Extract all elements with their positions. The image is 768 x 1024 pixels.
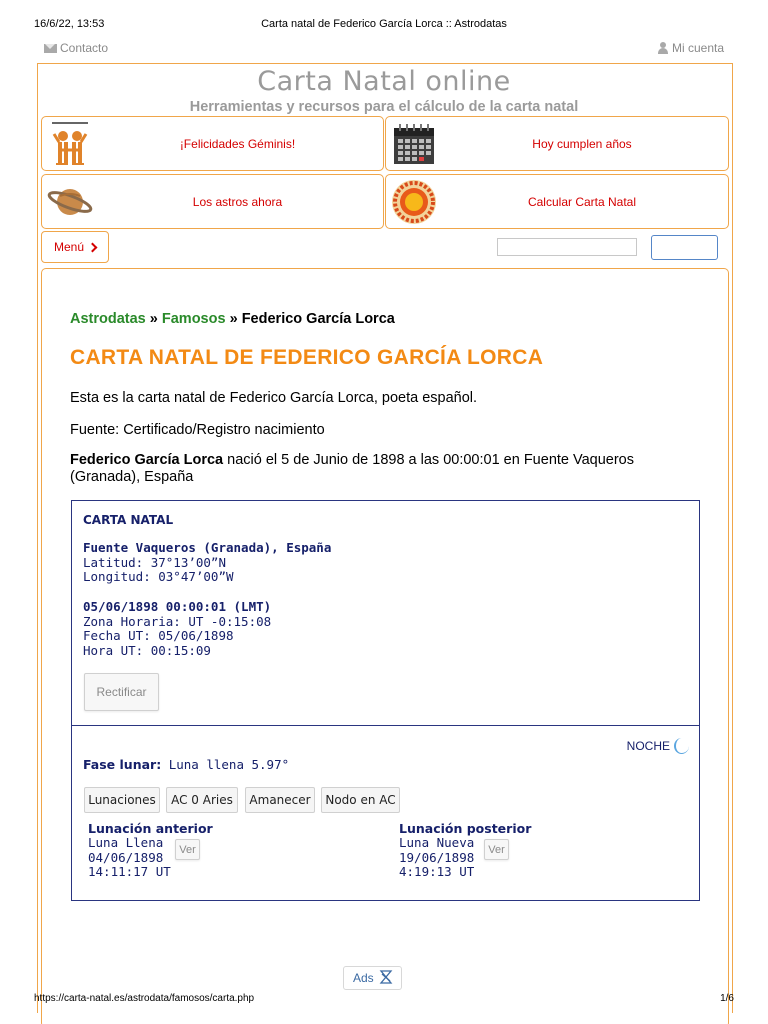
chevron-right-icon: [88, 243, 98, 253]
next-lunation-phase: Luna Nueva: [399, 835, 475, 850]
menu-label: Menú: [53, 240, 85, 254]
moon-phase-value: Luna llena 5.97°: [161, 757, 290, 772]
natal-chart-heading: CARTA NATAL: [83, 513, 174, 527]
birth-place: (Granada), España: [70, 469, 194, 485]
print-title: Carta natal de Federico García Lorca :: Astrodatas: [261, 18, 507, 30]
ads-choices-icon: [379, 969, 393, 988]
account-link[interactable]: [657, 41, 724, 55]
print-url: https://carta-natal.es/astrodata/famosos/carta.php: [34, 993, 255, 1004]
feature-birthdays[interactable]: [385, 116, 729, 171]
lunations-button[interactable]: Lunaciones: [84, 787, 160, 813]
previous-lunation-view-button[interactable]: Ver: [175, 839, 200, 860]
intro-text: Esta es la carta natal de Federico García Lorca, poeta español.: [70, 390, 478, 406]
night-label: NOCHE: [626, 738, 670, 753]
time-ut: Hora UT: 00:15:09: [83, 642, 211, 658]
birth-details: nació el 5 de Junio de 1898 a las 00:00:01 en Fuente Vaqueros: [223, 452, 634, 468]
previous-lunation-date: 04/06/1898: [88, 849, 164, 865]
ac-0-aries-button[interactable]: AC 0 Aries: [166, 787, 238, 813]
next-lunation-time: 4:19:13 UT: [399, 864, 475, 879]
print-page-number: 1/6: [720, 993, 734, 1004]
birth-text: [70, 452, 700, 486]
sunrise-button[interactable]: Amanecer: [245, 787, 315, 813]
feature-planets-now-label: Los astros ahora: [192, 194, 283, 209]
birth-datetime: 05/06/1898 00:00:01 (LMT): [83, 599, 272, 614]
user-icon: [657, 42, 669, 54]
source-text: Fuente: Certificado/Registro nacimiento: [70, 422, 325, 438]
birth-place-heading: Fuente Vaqueros (Granada), España: [83, 540, 332, 555]
saturn-icon: [46, 178, 94, 226]
feature-calculate-chart-label: Calcular Carta Natal: [527, 194, 637, 209]
ads-badge[interactable]: [343, 966, 402, 990]
print-footer: [34, 993, 734, 1007]
top-links: [44, 41, 724, 57]
feature-birthdays-label: Hoy cumplen años: [532, 136, 632, 151]
site-subtitle: Herramientas y recursos para el cálculo de la carta natal: [189, 99, 579, 115]
next-lunation-date: 19/06/1898: [399, 849, 475, 865]
contact-link[interactable]: [44, 41, 108, 55]
breadcrumb: [70, 311, 395, 327]
natal-chart-panel: [71, 500, 700, 726]
print-datetime: 16/6/22, 13:53: [34, 18, 105, 30]
next-lunation-view-button[interactable]: Ver: [484, 839, 509, 860]
gemini-icon: [46, 120, 94, 168]
date-ut: Fecha UT: 05/06/1898: [83, 628, 234, 643]
calendar-icon: [390, 120, 438, 168]
previous-lunation-phase: Luna Llena: [88, 835, 164, 850]
next-lunation-heading: Lunación posterior: [399, 821, 532, 836]
site-title[interactable]: Carta Natal online: [257, 66, 511, 97]
rectify-button[interactable]: Rectificar: [84, 673, 159, 711]
breadcrumb-separator: »: [229, 311, 238, 327]
timezone: Zona Horaria: UT -0:15:08: [83, 613, 272, 629]
page-title: CARTA NATAL DE FEDERICO GARCÍA LORCA: [70, 346, 544, 369]
previous-lunation-heading: Lunación anterior: [88, 821, 213, 836]
latitude: Latitud: 37°13’00”N: [83, 554, 226, 570]
feature-gemini[interactable]: [41, 116, 384, 171]
search-input[interactable]: [497, 238, 637, 256]
ads-label: Ads: [353, 971, 374, 985]
feature-gemini-label: ¡Felicidades Géminis!: [179, 136, 296, 151]
feature-planets-now[interactable]: [41, 174, 384, 229]
next-lunation: [399, 821, 531, 880]
menu-button[interactable]: [41, 231, 109, 263]
node-in-ac-button[interactable]: Nodo en AC: [321, 787, 400, 813]
breadcrumb-astrodatas[interactable]: Astrodatas: [70, 311, 146, 327]
breadcrumb-current: Federico García Lorca: [241, 311, 395, 327]
breadcrumb-separator: »: [149, 311, 158, 327]
moon-panel: [71, 725, 700, 901]
birth-name: Federico García Lorca: [70, 452, 224, 468]
moon-icon: [674, 738, 687, 753]
search-button[interactable]: [651, 235, 718, 260]
zodiac-wheel-icon: [390, 178, 438, 226]
account-label: Mi cuenta: [671, 41, 724, 55]
print-header: [34, 18, 734, 32]
feature-calculate-chart[interactable]: [385, 174, 729, 229]
breadcrumb-famosos[interactable]: Famosos: [161, 311, 226, 327]
mail-icon: [44, 44, 57, 53]
longitude: Longitud: 03°47’00”W: [83, 569, 234, 584]
contact-label: Contacto: [60, 41, 109, 55]
moon-phase-label: Fase lunar:: [83, 757, 162, 772]
previous-lunation-time: 14:11:17 UT: [88, 864, 171, 879]
